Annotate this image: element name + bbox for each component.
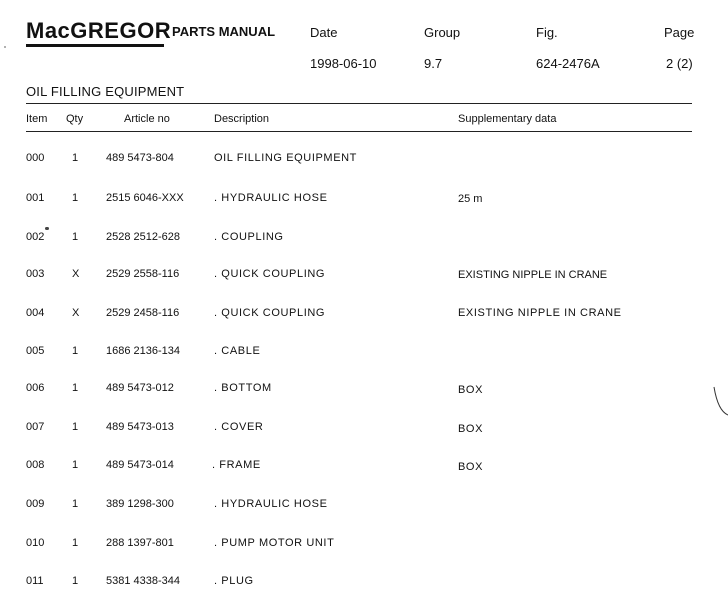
header-rule: [26, 131, 692, 132]
row-item: 006: [26, 382, 45, 394]
row-qty: 1: [72, 345, 79, 357]
row-article: 489 5473-012: [106, 382, 174, 394]
row-article: 5381 4338-344: [106, 575, 181, 587]
manual-title: PARTS MANUAL: [172, 24, 276, 39]
row-article: 2529 2558-116: [106, 268, 180, 280]
row-supplementary: EXISTING NIPPLE IN CRANE: [458, 269, 608, 281]
row-article: 489 5473-804: [106, 152, 174, 164]
group-label: Group: [424, 25, 461, 40]
row-article: 1686 2136-134: [106, 345, 181, 357]
row-item: 001: [26, 192, 45, 204]
row-supplementary: BOX: [458, 461, 484, 473]
row-item: 005: [26, 345, 45, 357]
fig-value: 624-2476A: [536, 56, 600, 71]
scan-speck: [45, 227, 49, 230]
page-label: Page: [664, 25, 695, 40]
row-article: 2528 2512-628: [106, 231, 181, 243]
row-item: 002: [26, 231, 45, 243]
row-qty: 1: [72, 382, 79, 394]
row-qty: X: [72, 307, 80, 319]
row-qty: X: [72, 268, 80, 280]
row-item: 008: [26, 459, 45, 471]
scan-speck: [4, 46, 6, 48]
row-qty: 1: [72, 421, 79, 433]
row-item: 009: [26, 498, 45, 510]
row-item: 007: [26, 421, 45, 433]
row-article: 389 1298-300: [106, 498, 174, 510]
brand-logo: MacGREGOR: [26, 18, 172, 43]
row-supplementary: EXISTING NIPPLE IN CRANE: [458, 307, 622, 319]
row-supplementary: 25 m: [458, 193, 483, 205]
scan-edge-mark: [712, 385, 728, 425]
column-header-article: Article no: [124, 113, 170, 125]
row-article: 2529 2458-116: [106, 307, 180, 319]
row-supplementary: BOX: [458, 384, 484, 396]
date-value: 1998-06-10: [310, 56, 377, 71]
row-item: 011: [26, 575, 44, 587]
row-description: . BOTTOM: [214, 382, 272, 394]
row-description: . QUICK COUPLING: [214, 307, 326, 319]
row-description: . HYDRAULIC HOSE: [214, 498, 328, 510]
column-header-qty: Qty: [66, 113, 84, 125]
row-item: 003: [26, 268, 45, 280]
row-qty: 1: [72, 498, 79, 510]
row-supplementary: BOX: [458, 423, 484, 435]
page-value: 2 (2): [666, 56, 693, 71]
row-qty: 1: [72, 192, 79, 204]
row-description: . HYDRAULIC HOSE: [214, 192, 328, 204]
row-qty: 1: [72, 537, 79, 549]
row-article: 2515 6046-XXX: [106, 192, 184, 204]
row-description: . FRAME: [212, 459, 261, 471]
column-header-supplementary: Supplementary data: [458, 113, 557, 125]
row-qty: 1: [72, 231, 79, 243]
row-article: 489 5473-014: [106, 459, 174, 471]
row-description: . COVER: [214, 421, 264, 433]
row-description: . QUICK COUPLING: [214, 268, 326, 280]
row-description: . COUPLING: [214, 231, 284, 243]
row-article: 489 5473-013: [106, 421, 174, 433]
row-description: . PUMP MOTOR UNIT: [214, 537, 335, 549]
row-qty: 1: [72, 575, 79, 587]
row-item: 010: [26, 537, 45, 549]
row-description: OIL FILLING EQUIPMENT: [214, 152, 357, 164]
row-article: 288 1397-801: [106, 537, 174, 549]
fig-label: Fig.: [536, 25, 558, 40]
row-description: . CABLE: [214, 345, 261, 357]
row-qty: 1: [72, 459, 79, 471]
section-rule: [26, 103, 692, 104]
row-item: 004: [26, 307, 45, 319]
row-description: . PLUG: [214, 575, 254, 587]
column-header-item: Item: [26, 113, 48, 125]
row-qty: 1: [72, 152, 79, 164]
group-value: 9.7: [424, 56, 443, 71]
column-header-description: Description: [214, 113, 270, 125]
date-label: Date: [310, 25, 338, 40]
section-title: OIL FILLING EQUIPMENT: [26, 84, 185, 99]
row-item: 000: [26, 152, 45, 164]
brand-underline: [26, 44, 164, 47]
